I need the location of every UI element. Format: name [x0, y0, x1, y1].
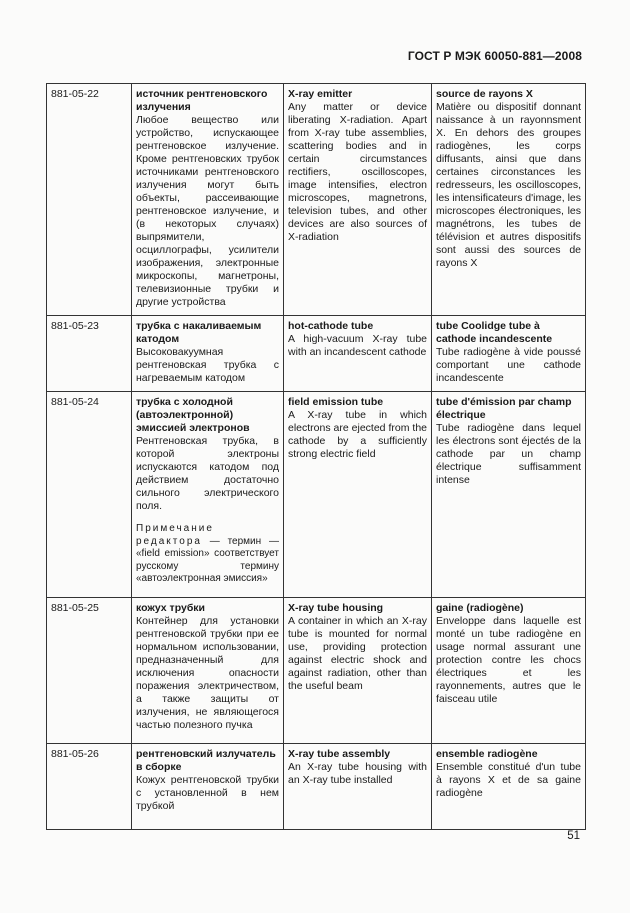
french-cell	[432, 598, 586, 744]
russian-cell	[132, 316, 284, 392]
fr-definition: Tube radiogène à vide poussé comportant une cathode incandescente	[436, 346, 581, 384]
en-definition: An X-ray tube housing with an X-ray tube installed	[288, 761, 427, 786]
french-cell	[432, 744, 586, 830]
fr-term: source de rayons X	[436, 88, 533, 100]
french-cell	[432, 84, 586, 316]
table-row	[47, 84, 586, 316]
term-number: 881-05-23	[47, 316, 132, 392]
french-cell	[432, 392, 586, 598]
english-cell	[284, 744, 432, 830]
ru-term: источник рентгеновского излучения	[136, 88, 268, 113]
english-cell	[284, 84, 432, 316]
term-number: 881-05-25	[47, 598, 132, 744]
ru-definition: Высоковакуумная рентгеновская трубка с нагреваемым катодом	[136, 346, 279, 384]
note-text: — термин — «field emission» соответствует русскому термину «автоэлектронная эмиссия»	[136, 535, 279, 584]
en-term: field emission tube	[288, 396, 384, 408]
ru-definition: Контейнер для установки рентгеновской трубки при ее нормальном использовании, предназначенный для исключения опасности поражения электричеством, а также защиты от излучения, не являющегося частью полезного пучка	[136, 615, 279, 731]
ru-term: трубка с холодной (автоэлектронной) эмиссией электронов	[136, 396, 250, 434]
en-term: hot-cathode tube	[288, 320, 374, 332]
fr-term: gaine (radiogène)	[436, 602, 524, 614]
ru-definition: Любое вещество или устройство, испускающее рентгеновское излучение. Кроме рентгеновских трубок источниками рентгеновского излучения могут быть объекты, рассеивающие рентгеновское излучение, и (в некоторых случаях) выпрямители, осциллографы, усилители изображения, электронные микроскопы, магнетроны, телевизионные трубки и другие устройства	[136, 114, 279, 308]
ru-term: кожух трубки	[136, 602, 206, 614]
en-definition: A container in which an X-ray tube is mounted for normal use, providing protection against electric shock and against radiation, other than the useful beam	[288, 615, 427, 692]
russian-cell	[132, 392, 284, 598]
russian-cell	[132, 598, 284, 744]
french-cell	[432, 316, 586, 392]
term-number: 881-05-26	[47, 744, 132, 830]
note-label: Примечание редактора	[136, 523, 214, 547]
term-number: 881-05-24	[47, 392, 132, 598]
page-number: 51	[567, 830, 580, 842]
fr-definition: Ensemble constitué d'un tube à rayons X et de sa gaine radiogène	[436, 761, 581, 799]
russian-cell	[132, 744, 284, 830]
en-definition: A high-vacuum X-ray tube with an incandescent cathode	[288, 333, 427, 358]
fr-term: tube Coolidge tube à cathode incandescente	[436, 320, 553, 345]
term-number: 881-05-22	[47, 84, 132, 316]
en-term: X-ray tube assembly	[288, 748, 391, 760]
table-row	[47, 744, 586, 830]
document-header: ГОСТ Р МЭК 60050-881—2008	[407, 49, 582, 63]
fr-definition: Tube radiogène dans lequel les électrons sont éjectés de la cathode par un champ électrique suffisamment intense	[436, 422, 581, 486]
ru-definition: Кожух рентгеновской трубки с установленной в нем трубкой	[136, 774, 279, 812]
en-term: X-ray tube housing	[288, 602, 384, 614]
table-row	[47, 392, 586, 598]
table-row	[47, 598, 586, 744]
ru-definition: Рентгеновская трубка, в которой электроны испускаются катодом под действием достаточно сильного электрического поля.	[136, 435, 279, 512]
fr-term: tube d'émission par champ électrique	[436, 396, 572, 421]
terms-table	[46, 83, 586, 830]
fr-definition: Matière ou dispositif donnant naissance à un rayonnsment X. En dehors des groupes radiogènes, les corps diffusants, ainsi que dans certaines circonstances les redresseurs, les oscilloscopes, les intensificateurs d'image, les microscopes électroniques, les magnétrons, les tubes de télévision et autres dispositifs sont aussi des sources de rayons X	[436, 101, 581, 269]
editor-note	[136, 523, 279, 586]
en-definition: Any matter or device liberating X-radiation. Apart from X-ray tube assemblies, scattering bodies and in certain circumstances rectifiers, oscilloscopes, image intensifies, electron microscopes, magnetrons, television tubes, and other devices are also sources of X-radiation	[288, 101, 427, 243]
russian-cell	[132, 84, 284, 316]
english-cell	[284, 598, 432, 744]
ru-term: трубка с накаливаемым катодом	[136, 320, 262, 345]
en-definition: A X-ray tube in which electrons are ejected from the cathode by a sufficiently strong electric field	[288, 409, 427, 460]
fr-term: ensemble radiogène	[436, 748, 538, 760]
en-term: X-ray emitter	[288, 88, 353, 100]
table-row	[47, 316, 586, 392]
ru-term: рентгеновский излучатель в сборке	[136, 748, 276, 773]
fr-definition: Enveloppe dans laquelle est monté un tube radiogène en usage normal assurant une protection contre les chocs électriques et les rayonnements, autres que le faisceau utile	[436, 615, 581, 705]
english-cell	[284, 316, 432, 392]
english-cell	[284, 392, 432, 598]
